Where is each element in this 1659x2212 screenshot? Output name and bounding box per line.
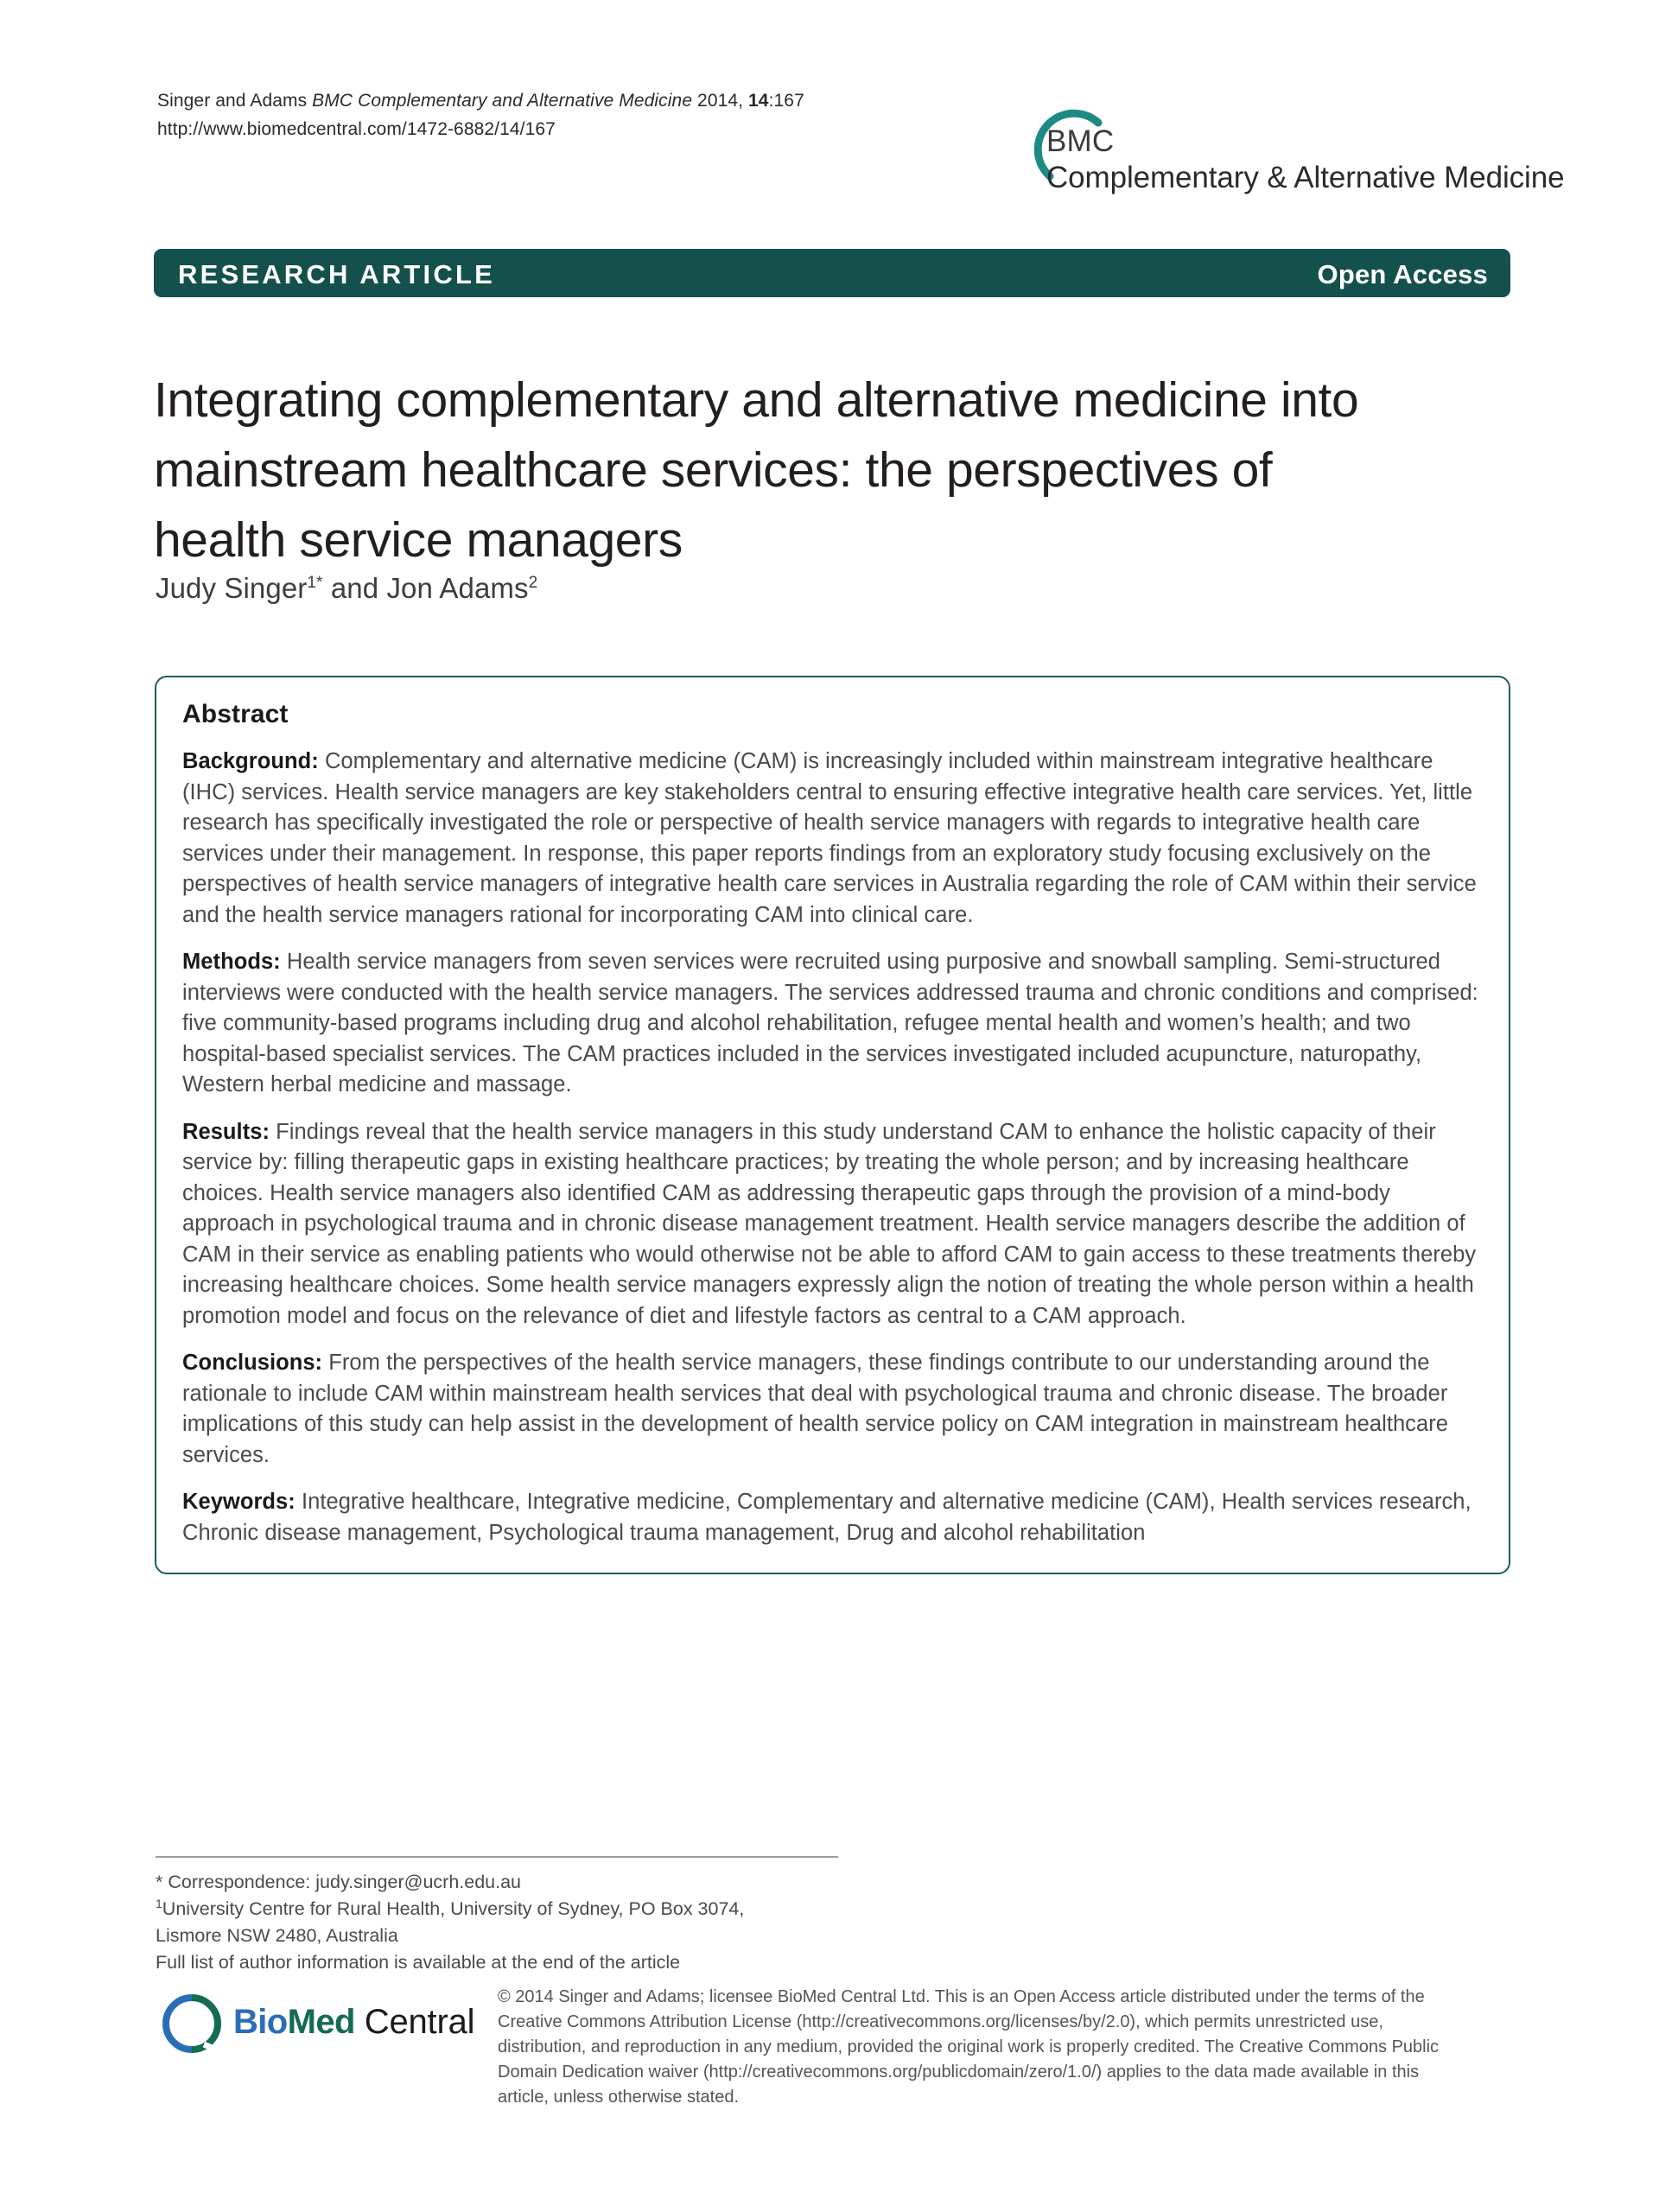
- affiliation-line-1: University Centre for Rural Health, University of Sydney, PO Box 3074,: [162, 1898, 745, 1919]
- author-list: [156, 572, 537, 605]
- abstract-conclusions: [182, 1348, 1484, 1471]
- abstract-methods-text: Health service managers from seven services were recruited using purposive and snowball sampling. Semi-structured interviews were conducted with the health service managers. The services addressed trauma and chronic conditions and comprised: five community-based programs including drug and alcohol rehabilitation, refugee mental health and women’s health; and two hospital-based specialist services. The CAM practices included in the services investigated included acupuncture, naturopathy, Western herbal medicine and massage.: [182, 950, 1478, 1096]
- abstract-background-text: Complementary and alternative medicine (CAM) is increasingly included within mainstream integrative healthcare (IHC) services. Health service managers are key stakeholders central to ensuring effective integrative health care services. Yet, little research has specifically investigated the role or perspective of health service managers with regards to integrative health care services under their management. In response, this paper reports findings from an exploratory study focusing exclusively on the perspectives of health service managers of integrative health care services in Australia regarding the role of CAM within their service and the health service managers rational for incorporating CAM into clinical care.: [182, 749, 1477, 927]
- copyright-notice: © 2014 Singer and Adams; licensee BioMed Central Ltd. This is an Open Access article distributed under the terms of the Creative Commons Attribution License (http://creativecommons.org/licenses/by/2.0), which permits unrestricted use, distribution, and reproduction in any medium, provided the original work is properly credited. The Creative Commons Public Domain Dedication waiver (http://creativecommons.org/publicdomain/zero/1.0/) applies to the data made available in this article, unless otherwise stated.: [498, 1987, 1440, 2107]
- journal-logo-bmc: BMC: [1046, 124, 1115, 158]
- article-type-banner: [154, 249, 1510, 297]
- biomed-ring-icon: [161, 1993, 223, 2055]
- logo-med: Med: [287, 2003, 355, 2041]
- running-head: [157, 86, 978, 143]
- open-access-label: Open Access: [1317, 259, 1488, 289]
- running-head-url[interactable]: http://www.biomedcentral.com/1472-6882/14/167: [157, 119, 556, 139]
- author-2[interactable]: Jon Adams: [386, 572, 529, 604]
- abstract-keywords-text: Integrative healthcare, Integrative medicine, Complementary and alternative medicine (CAM), Health services research, Chronic disease management, Psychological trauma management, Drug and alcohol rehabilitation: [182, 1490, 1471, 1545]
- journal-logo-title: Complementary & Alternative Medicine: [1046, 161, 1565, 194]
- abstract-results: [182, 1117, 1484, 1332]
- author-joiner: and: [322, 572, 387, 604]
- research-article-label: RESEARCH ARTICLE: [178, 259, 495, 289]
- correspondence-block: [156, 1869, 916, 1976]
- running-head-article-number: :167: [768, 91, 804, 111]
- abstract-results-text: Findings reveal that the health service managers in this study understand CAM to enhance the holistic capacity of their service by: filling therapeutic gaps in existing healthcare practices; by treating the whole person; and by increasing healthcare choices. Health service managers also identified CAM as addressing therapeutic gaps through the provision of a mind-body approach in psychological trauma and in chronic disease management treatment. Health service managers describe the addition of CAM in their service as enabling patients who would otherwise not be able to afford CAM to gain access to these treatments thereby increasing healthcare choices. Some health service managers expressly align the notion of treating the whole person within a health promotion model and focus on the relevance of diet and lifestyle factors as central to a CAM approach.: [182, 1119, 1477, 1328]
- biomed-central-logo: [161, 1987, 489, 2056]
- affiliation-marker: 1: [156, 1896, 162, 1910]
- page-title: Integrating complementary and alternative medicine into mainstream healthcare services: the perspectives of health service managers: [154, 372, 1359, 569]
- affiliation-line-2: Lismore NSW 2480, Australia: [156, 1925, 398, 1946]
- correspondence-email[interactable]: * Correspondence: judy.singer@ucrh.edu.au: [156, 1872, 522, 1892]
- journal-logo: [1024, 93, 1565, 194]
- footnote-divider: [156, 1856, 838, 1858]
- abstract-box: [155, 676, 1510, 1574]
- logo-central: Central: [354, 2003, 475, 2041]
- abstract-conclusions-label: Conclusions:: [182, 1351, 323, 1375]
- running-head-volume: 14: [748, 91, 769, 111]
- author-2-affiliation-marker: 2: [528, 574, 538, 592]
- running-head-journal: BMC Complementary and Alternative Medicine: [312, 91, 693, 111]
- author-info-note: Full list of author information is available at the end of the article: [156, 1952, 681, 1973]
- abstract-keywords-label: Keywords:: [182, 1490, 296, 1514]
- running-head-year: 2014,: [692, 91, 749, 111]
- abstract-background: [182, 747, 1484, 931]
- abstract-conclusions-text: From the perspectives of the health service managers, these findings contribute to our understanding around the rationale to include CAM within mainstream health services that deal with psychological trauma and chronic disease. The broader implications of this study can help assist in the development of health service policy on CAM integration in mainstream healthcare services.: [182, 1351, 1448, 1467]
- affiliation-1: [156, 1896, 916, 1923]
- abstract-background-label: Background:: [182, 749, 319, 773]
- running-head-citation: [157, 86, 978, 115]
- abstract-methods: [182, 947, 1484, 1101]
- logo-bio: Bio: [233, 2003, 288, 2041]
- abstract-results-label: Results:: [182, 1119, 270, 1144]
- abstract-heading: Abstract: [182, 700, 289, 728]
- running-head-authors: Singer and Adams: [157, 91, 313, 111]
- biomed-central-wordmark: [233, 2003, 474, 2042]
- abstract-keywords: [182, 1487, 1484, 1548]
- author-1[interactable]: Judy Singer: [156, 572, 308, 604]
- author-1-affiliation-marker: 1*: [307, 574, 323, 592]
- abstract-methods-label: Methods:: [182, 950, 281, 974]
